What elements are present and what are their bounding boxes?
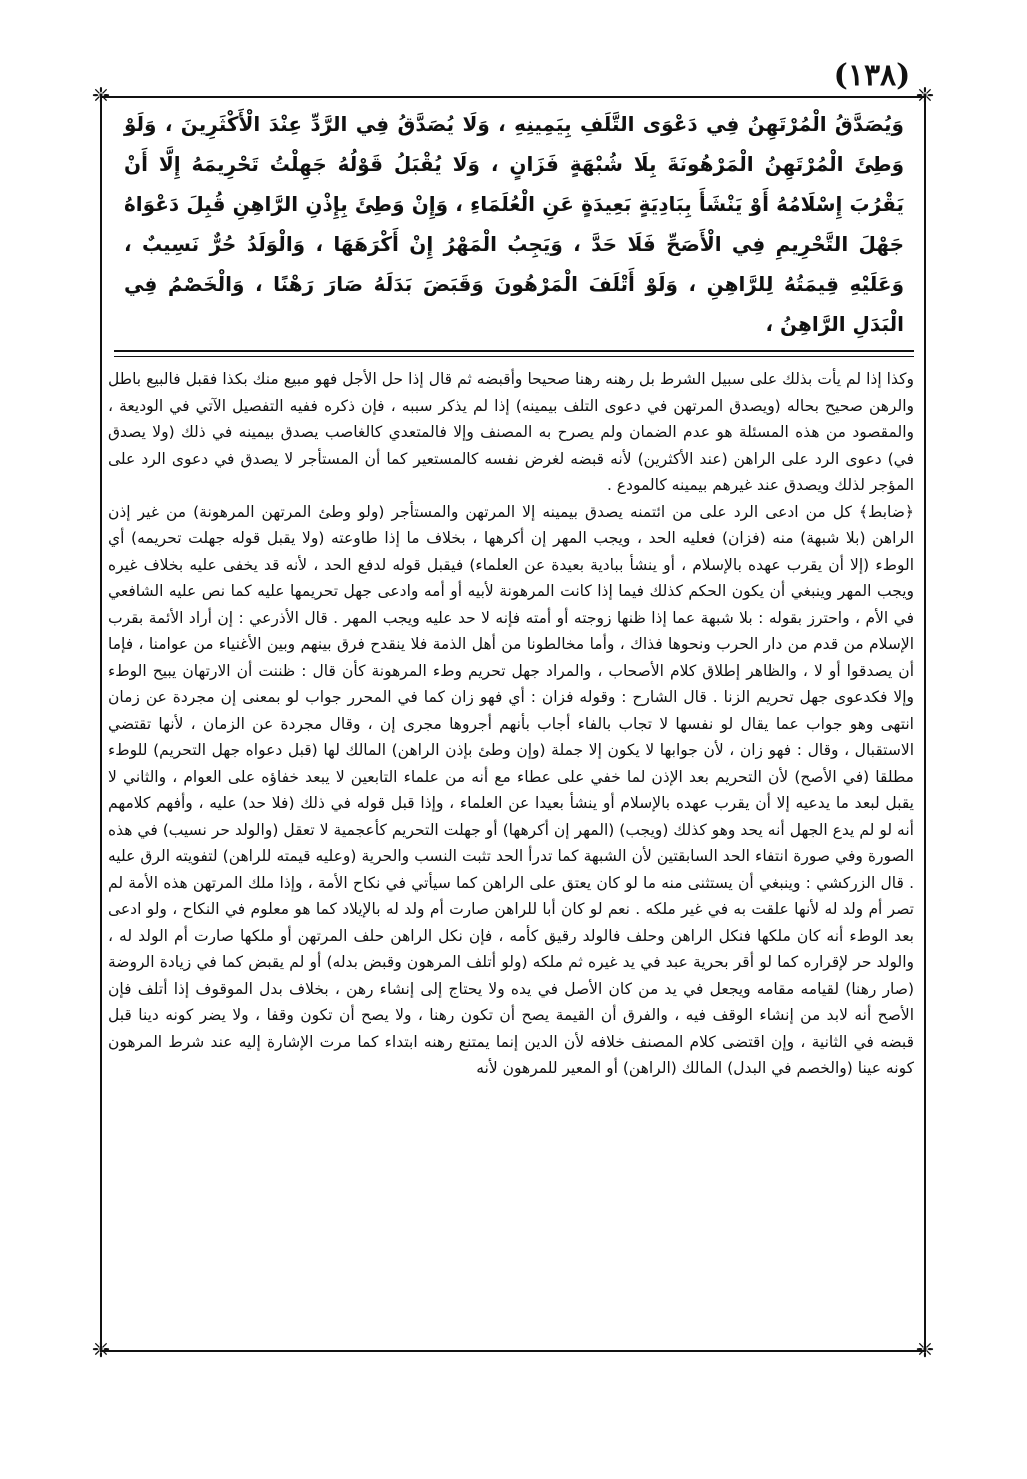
sharh-paragraph-1: وكذا إذا لم يأت بذلك على سبيل الشرط بل رهنه رهنا صحيحا وأقبضه ثم قال إذا حل الأجل فهو مبيع منك بكذا فقبل فالبيع باطل والرهن صحيح بحاله (ويصدق المرتهن في دعوى التلف بيمينه) إذا لم يذكر سببه ، فإن ذكره ففيه التفصيل الآتي في الوديعة ، والمقصود من هذه المسئلة هو عدم الضمان ولم يصرح به المصنف وإلا فالمتعدي كالغاصب يصدق بيمينه في ذلك (ولا يصدق في) دعوى الرد على الراهن (عند الأكثرين) لأنه قبضه لغرض نفسه كالمستعير كما أن المستأجر لا يصدق في دعوى الرد على المؤجر لذلك ويصدق عند غيرهم بيمينه كالمودع . — [108, 370, 914, 494]
section-divider — [114, 350, 914, 352]
sharh-paragraph-2: ﴿ضابط﴾ كل من ادعى الرد على من ائتمنه يصدق بيمينه إلا المرتهن والمستأجر (ولو وطئ المرتهن المرهونة) من غير إذن الراهن (بلا شبهة) منه (فزان) فعليه الحد ، ويجب المهر إن أكرهها ، بخلاف ما إذا طاوعته (ولا يقبل قوله جهلت تحريمه) أي الوطء (إلا أن يقرب عهده بالإسلام ، أو ينشأ ببادية بعيدة عن العلماء) فيقبل قوله لدفع الحد ، لأنه قد يخفى عليه بخلاف غيره ويجب المهر وينبغي أن يكون الحكم كذلك فيما إذا كانت المرهونة لأبيه أو أمه وادعى جهل تحريمها عليه كما نص عليه الشافعي في الأم ، واحترز بقوله : بلا شبهة عما إذا ظنها زوجته أو أمته فإنه لا حد عليه ويجب المهر . قال الأذرعي : إن أراد الأئمة بقرب الإسلام من قدم من دار الحرب ونحوها فذاك ، وأما مخالطونا من أهل الذمة فلا ينقدح فرق بينهم وبين الأغنياء من عوامنا ، فإما أن يصدقوا أو لا ، والظاهر إطلاق كلام الأصحاب ، والمراد جهل تحريم وطء المرهونة كأن قال : ظننت أن الارتهان يبيح الوطء وإلا فكدعوى جهل تحريم الزنا . قال الشارح : وقوله فزان : أي فهو زان كما في المحرر جواب لو بمعنى إن مجردة عن زمان انتهى وهو جواب عما يقال لو نفسها لا تجاب بالفاء أجاب بأنهم أجروها مجرى إن ، وقال مجردة عن الزمان ، لأنها تقتضي الاستقبال ، وقال : فهو زان ، لأن جوابها لا يكون إلا جملة (وإن وطئ بإذن الراهن) المالك لها (قبل دعواه جهل التحريم) للوطء مطلقا (في الأصح) لأن التحريم بعد الإذن لما خفي على عطاء مع أنه من علماء التابعين لا يبعد خفاؤه على العوام ، والثاني لا يقبل لبعد ما يدعيه إلا أن يقرب عهده بالإسلام أو ينشأ بعيدا عن العلماء ، وإذا قبل قوله في ذلك (فلا حد) عليه ، وأفهم كلامهم أنه لو لم يدع الجهل أنه يحد وهو كذلك (ويجب) (المهر إن أكرهها) أو جهلت التحريم كأعجمية لا تعقل (والولد حر نسيب) في هذه الصورة وفي صورة انتفاء الحد السابقتين لأن الشبهة كما تدرأ الحد تثبت النسب والحرية (وعليه قيمته للراهن) لتفويته الرق عليه . قال الزركشي : وينبغي أن يستثنى منه ما لو كان يعتق على الراهن كما سيأتي في نكاح الأمة ، وإذا ملك المرتهن هذه الأمة لم تصر أم ولد له لأنها علقت به في غير ملكه . نعم لو كان أبا للراهن صارت أم ولد له بالإيلاد كما هو معلوم في النكاح ، ولو ادعى بعد الوطء أنه كان ملكها فنكل الراهن وحلف فالولد رقيق كأمه ، فإن نكل الراهن حلف المرتهن أو ملكها صارت أم الولد له ، والولد حر لإقراره كما لو أقر بحرية عبد في يد غيره ثم ملكه (ولو أتلف المرهون وقبض بدله) أو لم يقبض كما في زيادة الروضة (صار رهنا) لقيامه مقامه ويجعل في يد من كان الأصل في يده ولا يحتاج إلى إنشاء رهن ، بخلاف بدل الموقوف إذا أتلف فإن الأصح أنه لابد من إنشاء الوقف فيه ، والفرق أن القيمة يصح أن تكون رهنا ، ولا يصح أن تكون وقفا ، ولا يضر كونه دينا قبل قبضه في الثانية ، وإن اقتضى كلام المصنف خلافه لأن الدين إنما يمتنع رهنه ابتداء كما مرت الإشارة إليه عند شرط المرهون كونه عينا (والخصم في البدل) المالك (الراهن) أو المعير للمرهون لأنه — [108, 502, 914, 1077]
section-divider-thin — [114, 356, 914, 357]
matn-text-block — [124, 104, 904, 344]
frame-left-rule — [100, 96, 102, 1352]
frame-right-rule — [924, 96, 926, 1352]
ornament-bottom-right-icon: ❈ — [915, 1338, 935, 1363]
ornament-top-right-icon: ❈ — [915, 84, 935, 109]
matn-paragraph: وَيُصَدَّقُ الْمُرْتَهِنُ فِي دَعْوَى التَّلَفِ بِيَمِينِهِ ، وَلَا يُصَدَّقُ فِي الرَّدِّ عِنْدَ الْأَكْثَرِينَ ، وَلَوْ وَطِئَ الْمُرْتَهِنُ الْمَرْهُونَةَ بِلَا شُبْهَةٍ فَزَانٍ ، وَلَا يُقْبَلُ قَوْلُهُ جَهِلْتُ تَحْرِيمَهُ إِلَّا أَنْ يَقْرُبَ إِسْلَامُهُ أَوْ يَنْشَأَ بِبَادِيَةٍ بَعِيدَةٍ عَنِ الْعُلَمَاءِ ، وَإِنْ وَطِئَ بِإِذْنِ الرَّاهِنِ قُبِلَ دَعْوَاهُ جَهْلَ التَّحْرِيمِ فِي الْأَصَحِّ فَلَا حَدَّ ، وَيَجِبُ الْمَهْرُ إِنْ أَكْرَهَهَا ، وَالْوَلَدُ حُرٌّ نَسِيبٌ ، وَعَلَيْهِ قِيمَتُهُ لِلرَّاهِنِ ، وَلَوْ أَتْلَفَ الْمَرْهُونَ وَقَبَضَ بَدَلَهُ صَارَ رَهْنًا ، وَالْخَصْمُ فِي الْبَدَلِ الرَّاهِنُ ، — [124, 112, 904, 336]
ornament-bottom-left-icon: ❈ — [91, 1338, 111, 1363]
page-number: (١٣٨) — [833, 58, 911, 93]
ornament-top-left-icon: ❈ — [91, 84, 111, 109]
sharh-text-block — [108, 366, 914, 1344]
frame-bottom-rule — [100, 1350, 926, 1352]
frame-top-rule — [100, 96, 926, 98]
